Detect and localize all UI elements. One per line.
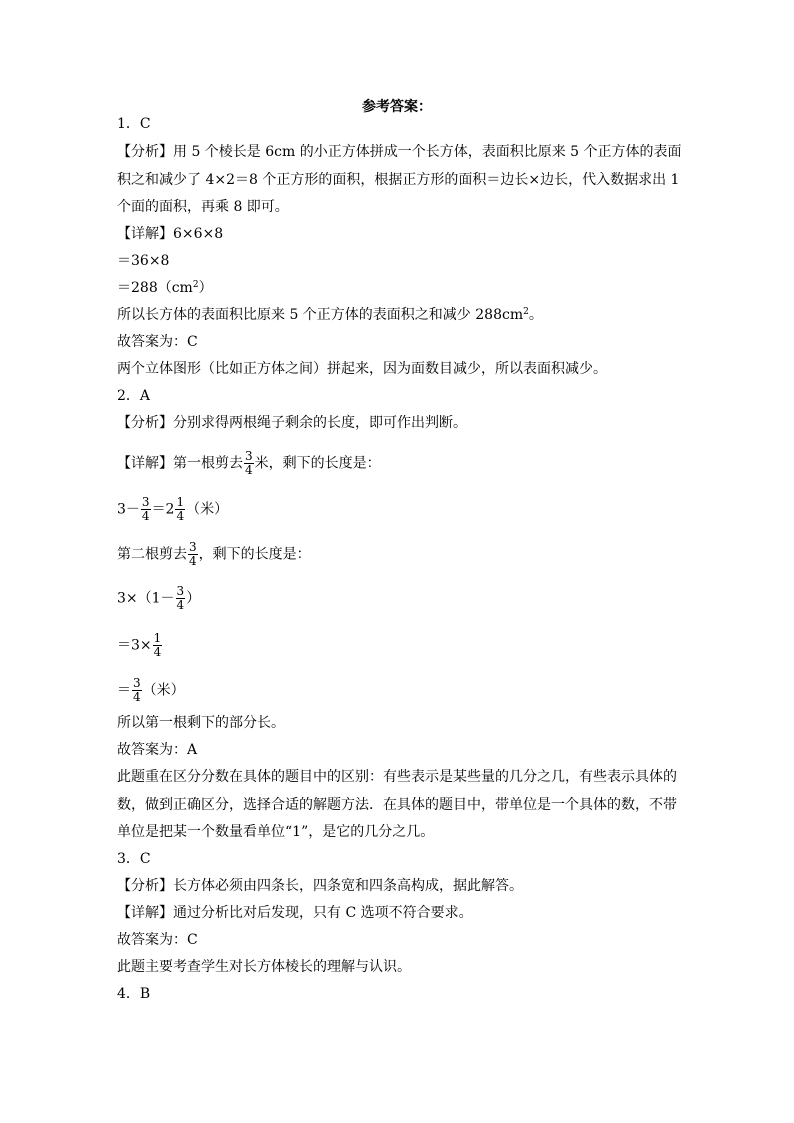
- q2-equation-2: 3×（1－ $\frac{3}{4}$ ）: [117, 584, 201, 612]
- q1-answer: 故答案为：C: [117, 334, 198, 350]
- q2-number: 2．A: [117, 388, 151, 404]
- q2-note-line-2: 数，做到正确区分，选择合适的解题方法．在具体的题目中，带单位是一个具体的数，不带: [117, 797, 677, 813]
- q1-detail-line-1: 【详解】6×6×8: [117, 226, 224, 242]
- q1-analysis-line-3: 个面的面积，再乘 8 即可。: [117, 199, 289, 215]
- q1-note: 两个立体图形（比如正方体之间）拼起来，因为面数目减少，所以表面积减少。: [117, 361, 607, 377]
- fraction-3-4: $\frac{3}{4}$: [133, 676, 141, 704]
- q1-detail-line-3: $=288(cm^2)$: [117, 280, 213, 296]
- q2-equation-1: 3－ $\frac{3}{4}$ ＝2 $\frac{1}{4}$ （米）: [117, 495, 229, 523]
- q2-equation-3: ＝3× $\frac{1}{4}$: [117, 631, 162, 659]
- q2-note-line-3: 单位是把某一个数量看单位“1”，是它的几分之几。: [117, 824, 435, 840]
- fraction-1-4: $\frac{1}{4}$: [176, 495, 185, 523]
- q3-number: 3．C: [117, 851, 151, 867]
- q1-analysis-line-1: 【分析】用 5 个棱长是 6cm 的小正方体拼成一个长方体，表面积比原来 5 个正方体的表面: [117, 144, 682, 160]
- fraction-3-4: $\frac{3}{4}$: [245, 449, 253, 477]
- q2-answer: 故答案为：A: [117, 742, 198, 758]
- fraction-3-4: $\frac{3}{4}$: [189, 540, 197, 568]
- q1-analysis-line-2: 积之和减少了 4×2＝8 个正方形的面积，根据正方形的面积＝边长×边长，代入数据求出 1: [117, 172, 680, 188]
- q2-detail-line-1: 【详解】第一根剪去 $\frac{3}{4}$ 米，剩下的长度是：: [117, 449, 381, 477]
- q4-number: 4．B: [117, 986, 151, 1002]
- q3-answer: 故答案为：C: [117, 932, 198, 948]
- q3-detail: 【详解】通过分析比对后发现，只有 C 选项不符合要求。: [117, 905, 473, 921]
- q1-detail-line-2: ＝36×8: [117, 253, 170, 269]
- q1-number: 1．C: [117, 116, 151, 132]
- q3-note: 此题主要考查学生对长方体棱长的理解与认识。: [117, 959, 411, 975]
- q3-analysis: 【分析】长方体必须由四条长，四条宽和四条高构成，据此解答。: [117, 878, 523, 894]
- fraction-3-4: $\frac{3}{4}$: [176, 584, 185, 612]
- q2-equation-4: ＝ $\frac{3}{4}$ （米）: [117, 676, 185, 704]
- page-title: 参考答案：: [362, 99, 432, 115]
- q1-conclusion: 所以长方体的表面积比原来 5 个正方体的表面积之和减少 $288cm^2$。: [117, 307, 543, 323]
- q2-note-line-1: 此题重在区分分数在具体的题目中的区别：有些表示是某些量的几分之几，有些表示具体的: [117, 769, 677, 785]
- fraction-1-4: $\frac{1}{4}$: [153, 631, 162, 659]
- q2-detail-line-2: 第二根剪去 $\frac{3}{4}$ ，剩下的长度是：: [117, 540, 311, 568]
- q2-conclusion: 所以第一根剩下的部分长。: [117, 715, 285, 731]
- fraction-3-4: $\frac{3}{4}$: [141, 495, 150, 523]
- q2-analysis: 【分析】分别求得两根绳子剩余的长度，即可作出判断。: [117, 415, 467, 431]
